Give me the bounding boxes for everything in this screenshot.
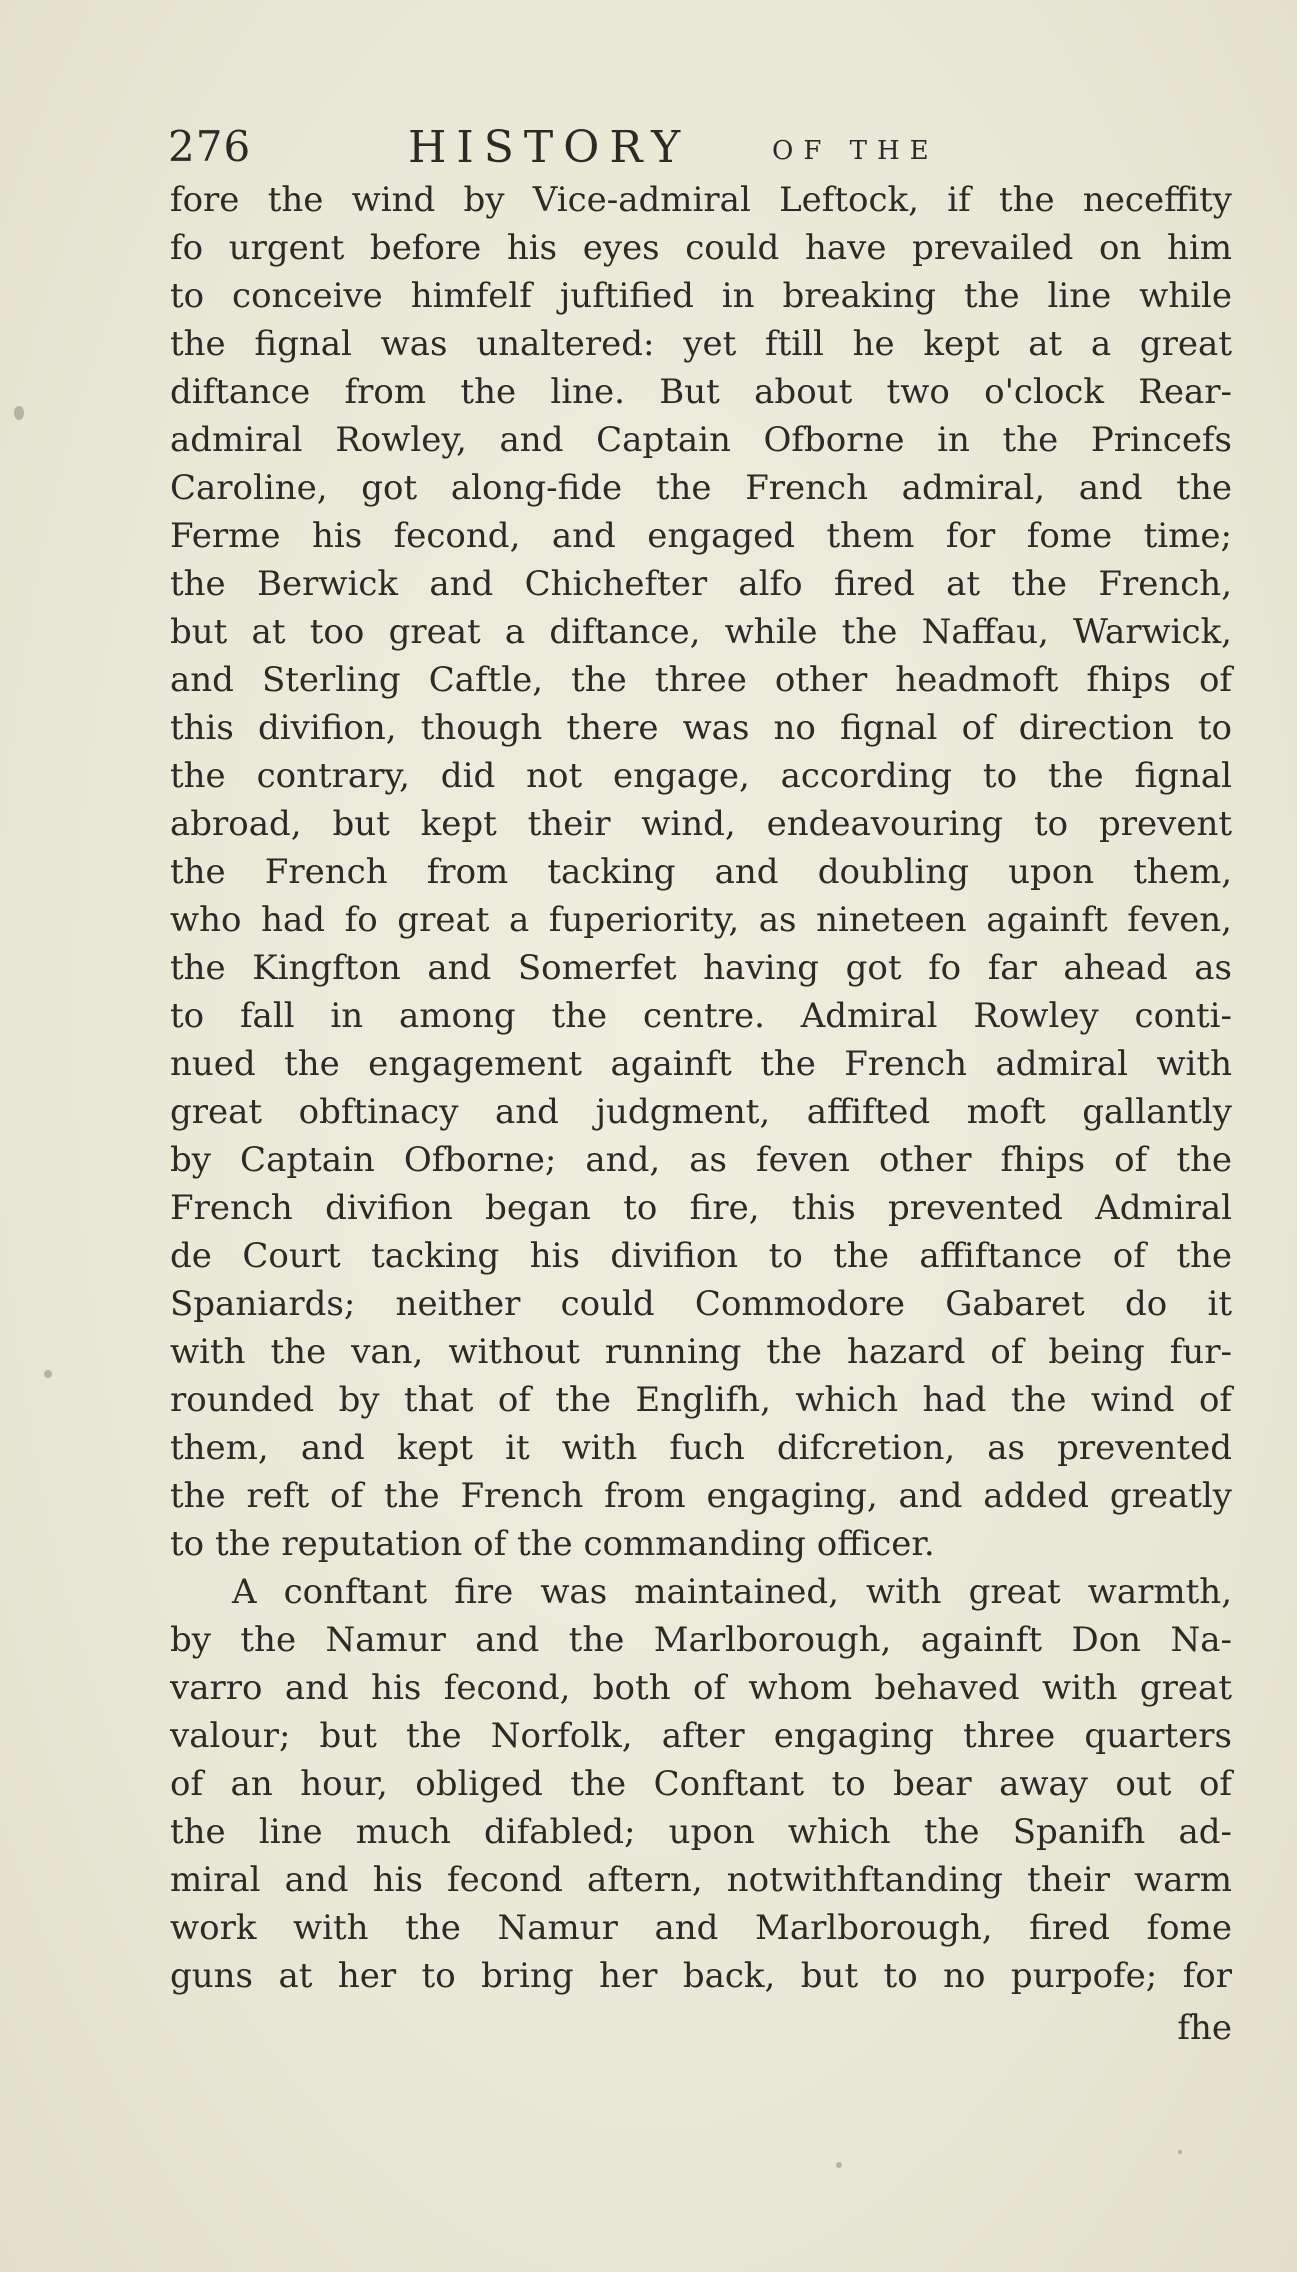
text-line: miral and his fecond aftern, notwithftanding their warm	[170, 1860, 1232, 1900]
text-line: valour; but the Norfolk, after engaging three quarters	[170, 1716, 1232, 1756]
text-line: the Kingfton and Somerfet having got fo far ahead as	[170, 948, 1232, 988]
text-line: rounded by that of the Englifh, which had the wind of	[170, 1380, 1232, 1420]
text-line: Caroline, got along-fide the French admiral, and the	[170, 468, 1232, 508]
text-line: but at too great a diftance, while the Naffau, Warwick,	[170, 612, 1232, 652]
text-line: nued the engagement againft the French admiral with	[170, 1044, 1232, 1084]
text-line: fo urgent before his eyes could have prevailed on him	[170, 228, 1232, 268]
text-line: who had fo great a fuperiority, as nineteen againft feven,	[170, 900, 1232, 940]
running-head-small: OF THE	[772, 136, 939, 166]
text-line: admiral Rowley, and Captain Ofborne in the Princefs	[170, 420, 1232, 460]
paper-speck	[1178, 2150, 1182, 2154]
text-line: guns at her to bring her back, but to no purpofe; for	[170, 1956, 1232, 1996]
running-head: HISTORY	[408, 122, 691, 173]
text-line: fore the wind by Vice-admiral Leftock, if the neceffity	[170, 180, 1232, 220]
text-line: work with the Namur and Marlborough, fired fome	[170, 1908, 1232, 1948]
text-line: French divifion began to fire, this prevented Admiral	[170, 1188, 1232, 1228]
text-line: the line much difabled; upon which the Spanifh ad-	[170, 1812, 1232, 1852]
text-line: by Captain Ofborne; and, as feven other fhips of the	[170, 1140, 1232, 1180]
paper-speck	[836, 2162, 842, 2168]
text-line: and Sterling Caftle, the three other headmoft fhips of	[170, 660, 1232, 700]
text-line: the reft of the French from engaging, and added greatly	[170, 1476, 1232, 1516]
text-line: with the van, without running the hazard of being fur-	[170, 1332, 1232, 1372]
paper-speck	[14, 406, 24, 420]
text-line: by the Namur and the Marlborough, againft Don Na-	[170, 1620, 1232, 1660]
catchword: fhe	[1177, 2008, 1232, 2048]
text-line: great obftinacy and judgment, affifted moft gallantly	[170, 1092, 1232, 1132]
text-line: to fall in among the centre. Admiral Rowley conti-	[170, 996, 1232, 1036]
paper-speck	[44, 1370, 52, 1378]
text-line: varro and his fecond, both of whom behaved with great	[170, 1668, 1232, 1708]
text-line: abroad, but kept their wind, endeavouring to prevent	[170, 804, 1232, 844]
body-text	[170, 176, 1232, 2106]
text-line: Ferme his fecond, and engaged them for fome time;	[170, 516, 1232, 556]
text-line: diftance from the line. But about two o'clock Rear-	[170, 372, 1232, 412]
text-line: the contrary, did not engage, according to the fignal	[170, 756, 1232, 796]
text-line: the fignal was unaltered: yet ftill he kept at a great	[170, 324, 1232, 364]
text-line: the Berwick and Chichefter alfo fired at the French,	[170, 564, 1232, 604]
text-line: them, and kept it with fuch difcretion, as prevented	[170, 1428, 1232, 1468]
text-line: the French from tacking and doubling upon them,	[170, 852, 1232, 892]
text-line: this divifion, though there was no fignal of direction to	[170, 708, 1232, 748]
text-line: of an hour, obliged the Conftant to bear away out of	[170, 1764, 1232, 1804]
text-line: to conceive himfelf juftified in breaking the line while	[170, 276, 1232, 316]
page-header	[168, 122, 1168, 178]
page-number: 276	[168, 122, 252, 171]
paragraph-first-line: A conftant fire was maintained, with great warmth,	[232, 1572, 1232, 1612]
text-line: to the reputation of the commanding officer.	[170, 1524, 935, 1564]
text-line: Spaniards; neither could Commodore Gabaret do it	[170, 1284, 1232, 1324]
text-line: de Court tacking his divifion to the affiftance of the	[170, 1236, 1232, 1276]
